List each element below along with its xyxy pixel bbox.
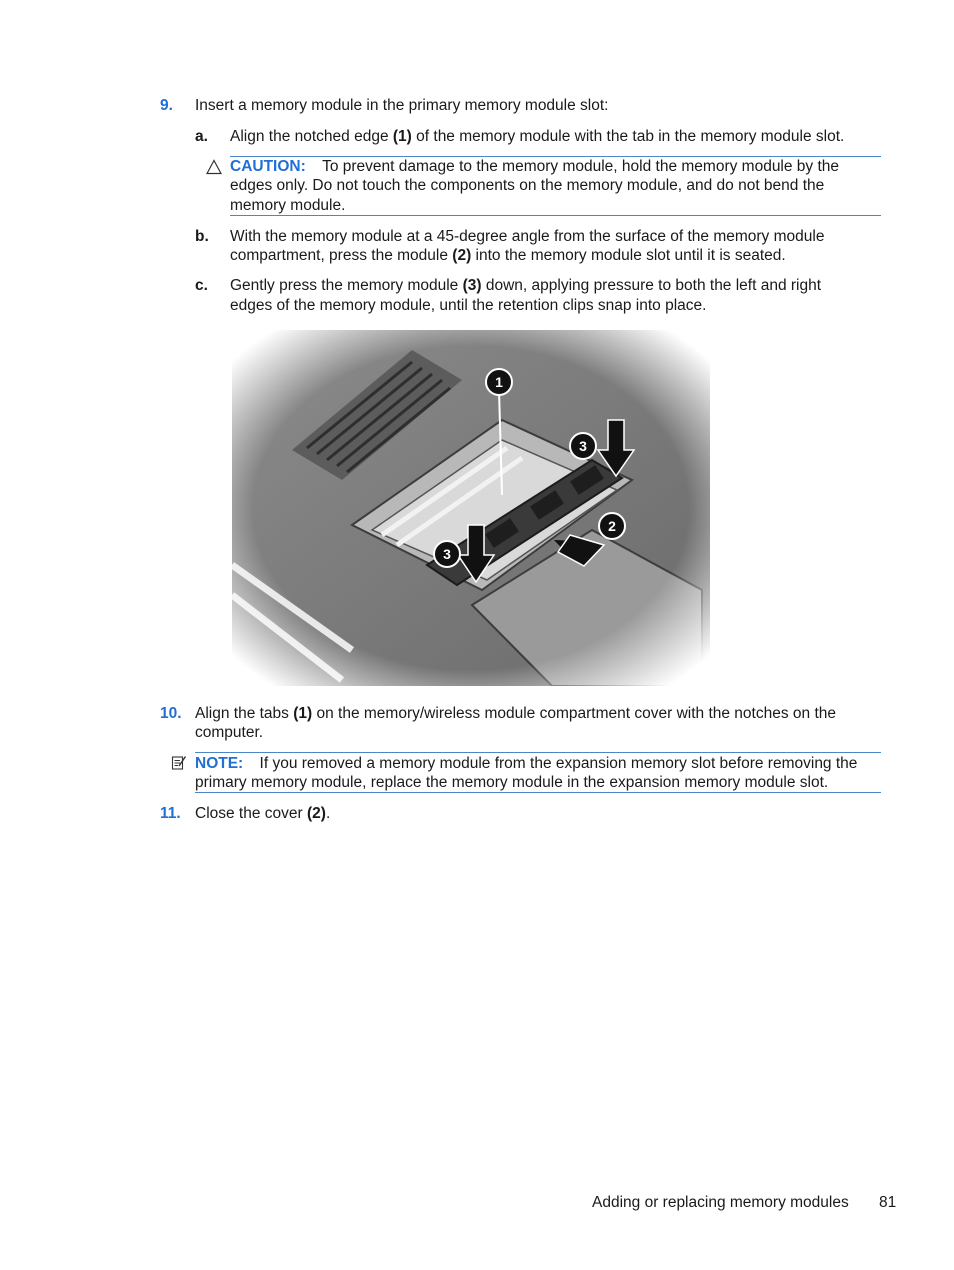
note-text-1: If you removed a memory module from the expansion memory slot before removing the — [259, 755, 858, 772]
caution-line-2: edges only. Do not touch the components on the memory module, and do not bend the — [230, 177, 825, 194]
note-label: NOTE: — [195, 755, 244, 772]
footer-title: Adding or replacing memory modules — [592, 1194, 849, 1211]
note-line-1 — [195, 754, 857, 774]
substep-b-line-2 — [230, 246, 786, 266]
substep-a-ref: (1) — [392, 128, 412, 145]
substep-c-l1c: down, applying pressure to both the left and right — [481, 277, 822, 294]
substep-b-line-1: With the memory module at a 45-degree angle from the surface of the memory module — [230, 228, 825, 245]
step-11-text — [195, 804, 330, 824]
substep-c-l1a: Gently press the memory module — [230, 277, 463, 294]
note-line-2: primary memory module, replace the memory module in the expansion memory module slot. — [195, 774, 829, 791]
step-11-t2: . — [325, 805, 331, 822]
caution-label: CAUTION: — [230, 158, 306, 175]
step-10-line-1 — [195, 704, 836, 724]
caution-line-3: memory module. — [230, 197, 346, 214]
substep-c-line-1 — [230, 276, 821, 296]
step-number-11: 11. — [160, 805, 181, 822]
page-number: 81 — [879, 1194, 897, 1211]
step-10-line-2: computer. — [195, 724, 264, 741]
caution-line-1 — [230, 157, 839, 177]
caution-icon — [206, 159, 222, 175]
substep-letter-c: c. — [195, 277, 208, 294]
step-number-10: 10. — [160, 705, 182, 722]
substep-a-t2: of the memory module with the tab in the memory module slot. — [411, 128, 845, 145]
note-icon — [171, 755, 187, 771]
step-10-l1c: on the memory/wireless module compartment cover with the notches on the — [312, 705, 836, 722]
step-number-9: 9. — [160, 97, 173, 114]
caution-text-1: To prevent damage to the memory module, hold the memory module by the — [322, 158, 840, 175]
figure-callout-3-left: 3 — [443, 546, 451, 562]
step-9-text: Insert a memory module in the primary memory module slot: — [195, 97, 609, 114]
substep-c-ref: (3) — [462, 277, 482, 294]
substep-a-t1: Align the notched edge — [230, 128, 393, 145]
substep-b-l2c: into the memory module slot until it is seated. — [471, 247, 786, 264]
step-11-t1: Close the cover — [195, 805, 307, 822]
substep-letter-b: b. — [195, 228, 209, 245]
step-10-l1a: Align the tabs — [195, 705, 294, 722]
substep-letter-a: a. — [195, 128, 208, 145]
memory-module-figure — [232, 330, 710, 686]
substep-b-ref: (2) — [452, 247, 472, 264]
substep-c-line-2: edges of the memory module, until the retention clips snap into place. — [230, 297, 707, 314]
substep-a-text — [230, 127, 844, 147]
substep-b-l2a: compartment, press the module — [230, 247, 453, 264]
step-11-ref: (2) — [307, 805, 326, 822]
figure-callout-3-right: 3 — [579, 438, 587, 454]
step-10-ref: (1) — [293, 705, 313, 722]
figure-callout-1: 1 — [495, 374, 503, 390]
figure-callout-2: 2 — [608, 518, 616, 534]
